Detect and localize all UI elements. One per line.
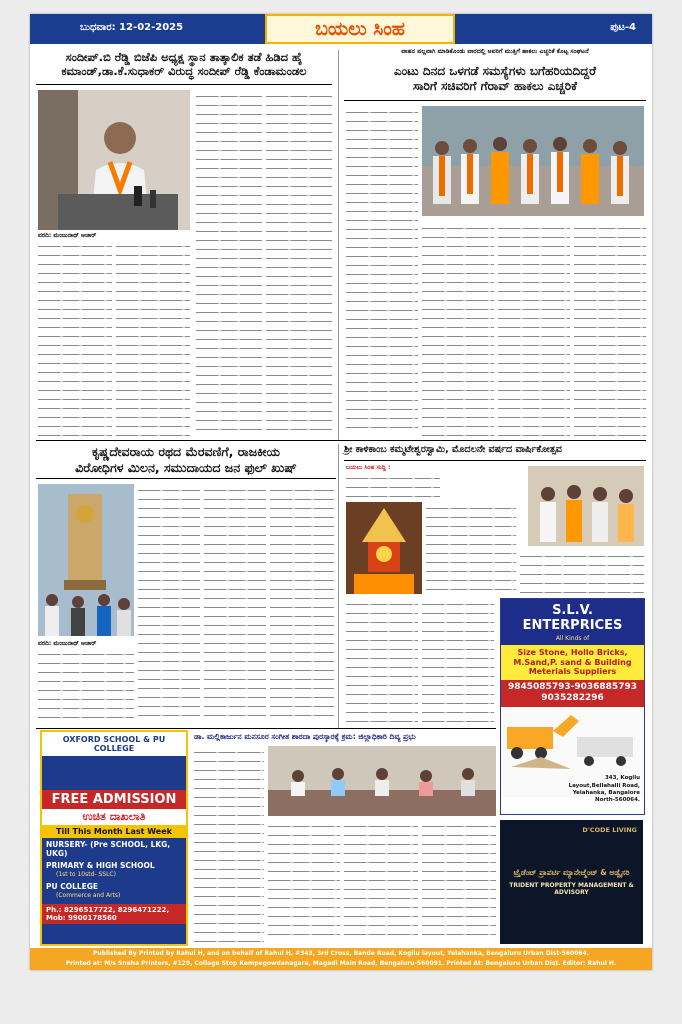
ad-phone: 9845085793-9036885793 9035282296 — [501, 680, 644, 707]
ad-products: Size Stone, Hollo Bricks, M.Sand,P. sand & Building Meterials Suppliers — [501, 645, 644, 680]
issue-date: ಬುಧವಾರ: 12-02-2025 — [80, 22, 184, 33]
article-text — [422, 820, 496, 942]
ad-nursery: NURSERY- (Pre SCHOOL, LKG, UKG) — [46, 840, 171, 858]
newspaper-page — [30, 14, 652, 970]
ad-name-en: TRIDENT PROPERTY MANAGEMENT & ADVISORY — [509, 882, 634, 896]
section-divider — [36, 728, 496, 729]
oxford-school-ad[interactable]: OXFORD SCHOOL & PU COLLEGE FREE ADMISSION ಉಚಿತ ದಾಖಲಾತಿ Till This Month Last Week NURSERY- (Pre SCHOOL, LKG, UKG) PRIMARY & HIGH SCHOOL (1st to 10std- SSLC) PU COLLEGE (Commerce and Arts) Ph.: 8296517722, 8296471222, Mob: 9900178560 — [40, 730, 188, 946]
article-text — [346, 106, 418, 436]
divider — [36, 478, 336, 479]
imprint-footer: Published By Printed by Rahul H, and on behalf of Rahul H, #343, 3rd Cross, Bande Road, Kogilu layout, Yelahanka, Bengaluru Urban Dist-560064. Printed at: M/s Sneha Printers, #129, Collage Stop Kempegowdanagara, Magadi Main Road, Bengaluru-560091. Printed At: Bengaluru Urban Dist. Editor: Rahul H. — [30, 948, 652, 970]
meeting-photo — [268, 746, 496, 816]
article-text — [268, 820, 340, 942]
ad-school-name: OXFORD SCHOOL & PU COLLEGE — [42, 732, 186, 756]
article-text — [38, 240, 112, 436]
ad-brand: D'CODE LIVING — [582, 826, 637, 834]
story1-headline: ಸಂದೀಪ್.ಬಿ ರೆಡ್ಡಿ ಬಿಜೆಪಿ ಅಧ್ಯಕ್ಷ ಸ್ಥಾನ ತಾತ್ಕಾಲಿಕ ತಡೆ ಹಿಡಿದ ಹೈ ಕಮಾಂಡ್,ಡಾ.ಕೆ.ಸುಧಾಕರ್ ವಿರುದ್ಧ ಸಂದೀಪ್ ರೆಡ್ಡಿ ಕೆಂಡಾಮಂಡಲ — [61, 50, 307, 79]
article-text — [138, 484, 200, 722]
article-text — [422, 598, 494, 724]
ad-deadline: Till This Month Last Week — [42, 825, 186, 838]
article-text — [498, 222, 570, 436]
article-text — [266, 90, 332, 436]
ad-address: 343, Kogilu Layout,Bellahalli Road, Yelahanka, Bangalore North-560064. — [568, 775, 640, 803]
ad-phone: Ph.: 8296517722, 8296471222, Mob: 9900178560 — [42, 904, 186, 924]
article-text — [204, 484, 266, 722]
byline: ಬಯಲು ಸಿಂಹ ಸುದ್ದಿ : — [346, 464, 391, 471]
divider — [344, 460, 646, 461]
slv-enterprises-ad[interactable] — [500, 598, 645, 815]
ad-pu-college: PU COLLEGE — [46, 882, 99, 891]
story3-headline: ಶ್ರೀ ಕಾಳಿಕಾಂಬ ಕಮ್ಮಟೇಶ್ವರಸ್ವಾಮಿ, ಮೊದಲನೇ ವರ್ಷದ ವಾರ್ಷಿಕೋತ್ಸವ — [344, 444, 562, 455]
trident-property-ad[interactable] — [500, 820, 643, 944]
felicitation-photo — [528, 466, 644, 546]
temple-idol-photo — [346, 502, 422, 594]
ad-free-admission-kn: ಉಚಿತ ದಾಖಲಾತಿ — [42, 809, 186, 825]
photo-caption: ವರದಿ: ಮಂಜುನಾಥ್ ಆಚಾರ್ — [38, 640, 97, 647]
article-text — [520, 550, 644, 594]
ad-free-admission: FREE ADMISSION — [42, 790, 186, 809]
divider — [36, 84, 332, 85]
story5-headline: ಡಾ. ಮಲ್ಲಿಕಾರ್ಜುನ ಮನಸೂರ ಸಂಗೀತ ಶಾರದಾ ಪುರಸ್ಕಾರಕ್ಕೆ ಕ್ರಮ: ಜಿಲ್ಲಾಧಿಕಾರಿ ದಿವ್ಯ ಪ್ರಭು — [194, 732, 416, 741]
page-number: ಪುಟ-4 — [610, 22, 636, 33]
article-text — [574, 222, 646, 436]
section-divider — [36, 440, 646, 441]
article-text — [346, 598, 418, 724]
article-text — [426, 502, 516, 594]
article-text — [194, 746, 264, 942]
protest-group-photo — [422, 106, 644, 216]
ad-primary: PRIMARY & HIGH SCHOOL — [46, 861, 155, 870]
chariot-procession-photo — [38, 484, 134, 636]
ad-name-kn: ಟ್ರೈಡೆಂಟ್ ಪ್ರಾಪರ್ಟಿ ಮ್ಯಾನೇಜ್ಮೆಂಟ್ & ಅಡ್ವೈಸರಿ — [513, 868, 630, 877]
paper-name: ಬಯಲು ಸಿಂಹ — [265, 14, 455, 44]
masthead — [30, 14, 652, 44]
article-text — [116, 240, 190, 436]
article-text — [196, 90, 262, 436]
press-meet-photo — [38, 90, 190, 230]
story2-headline: ಎಂಟು ದಿನದ ಒಳಗಡೆ ಸಮಸ್ಯೆಗಳು ಬಗೆಹರಿಯದಿದ್ದರೆ ಸಾರಿಗೆ ಸಚಿವರಿಗೆ ಗೆರಾವ್ ಹಾಕಲು ಎಚ್ಚರಿಕೆ — [394, 64, 596, 93]
divider — [344, 100, 646, 101]
ad-subtitle: All Kinds of — [555, 635, 590, 642]
article-text — [38, 648, 134, 722]
story4-headline: ಕೃಷ್ಣದೇವರಾಯ ರಥದ ಮೆರವಣಿಗೆ, ರಾಜಕೀಯ ವಿರೋಧಿಗಳ ಮಿಲನ, ಸಮುದಾಯದ ಜನ ಫುಲ್ ಖುಷ್ — [75, 444, 297, 475]
article-text — [270, 484, 334, 722]
article-text — [344, 820, 418, 942]
column-divider — [338, 444, 339, 728]
article-text — [422, 222, 494, 436]
photo-caption: ವರದಿ: ಮಂಜುನಾಥ್ ಆಚಾರ್ — [38, 232, 97, 239]
story2-kicker: ವಾಹನ ಪಲ್ಲವಾಗಿ ಮಾಡಿಕೊಂಡು ವಾರದಲ್ಲಿ ಅವರಿಗೆ ಮುತ್ತಿಗೆ ಹಾಕಲು ಎಚ್ಚರಿಕೆ ಕೊಟ್ಟ ಸಂಘಟನೆ — [401, 48, 589, 55]
article-text — [346, 472, 440, 500]
ad-title: S.L.V. ENTERPRICES — [522, 603, 623, 633]
column-divider — [338, 50, 339, 440]
